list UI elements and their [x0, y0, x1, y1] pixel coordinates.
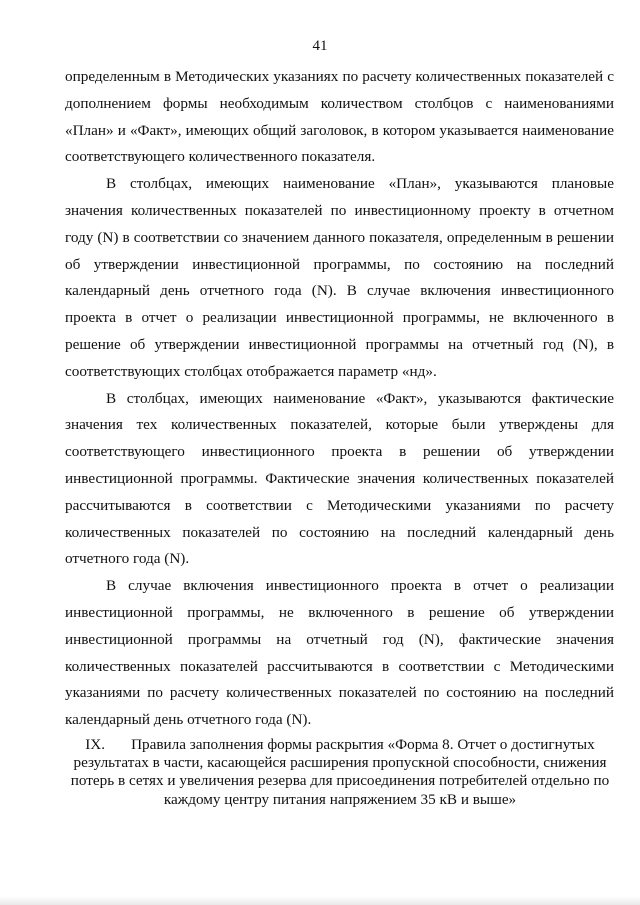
paragraph-plan-columns: В столбцах, имеющих наименование «План», указываются плановые значения количественных показателей по инвестиционному проекту в отчетном году (N) в соответствии со значением данного показателя, определенным в решении об утверждении инвестиционной программы, по состоянию на последний календарный день отчетного года (N). В случае включения инвестиционного проекта в отчет о реализации инвестиционной программы, не включенного в решение об утверждении инвестиционной программы на отчетный год (N), в соответствующих столбцах отображается параметр «нд».	[65, 175, 614, 380]
section-title: Правила заполнения формы раскрытия «Форма 8. Отчет о достигнутых результатах в части, касающейся расширения пропускной способности, снижения потерь в сетях и увеличения резерва для присоединения потребителей отдельно по каждому центру питания напряжением 35 кВ и выше»	[70, 736, 610, 808]
paragraph-continuation: определенным в Методических указаниях по расчету количественных показателей с дополнением формы необходимым количеством столбцов с наименованиями «План» и «Факт», имеющих общий заголовок, в котором указывается наименование соответствующего количественного показателя.	[65, 68, 614, 166]
page-number: 41	[312, 38, 328, 54]
paragraph-fact-columns: В столбцах, имеющих наименование «Факт», указываются фактические значения тех количественных показателей, которые были утверждены для соответствующего инвестиционного проекта в решении об утверждении инвестиционной программы. Фактические значения количественных показателей рассчитываются в соответствии с Методическими указаниями по расчету количественных показателей по состоянию на последний календарный день отчетного года (N).	[65, 389, 614, 568]
paragraph-inclusion-case: В случае включения инвестиционного проекта в отчет о реализации инвестиционной программы, не включенного в решение об утверждении инвестиционной программы на отчетный год (N), фактические значения количественных показателей рассчитываются в соответствии с Методическими указаниями по расчету количественных показателей по состоянию на последний календарный день отчетного года (N).	[65, 577, 614, 729]
body-text	[65, 64, 614, 734]
section-heading	[62, 736, 618, 809]
scan-edge	[0, 896, 640, 905]
section-number: IX.	[85, 736, 106, 753]
